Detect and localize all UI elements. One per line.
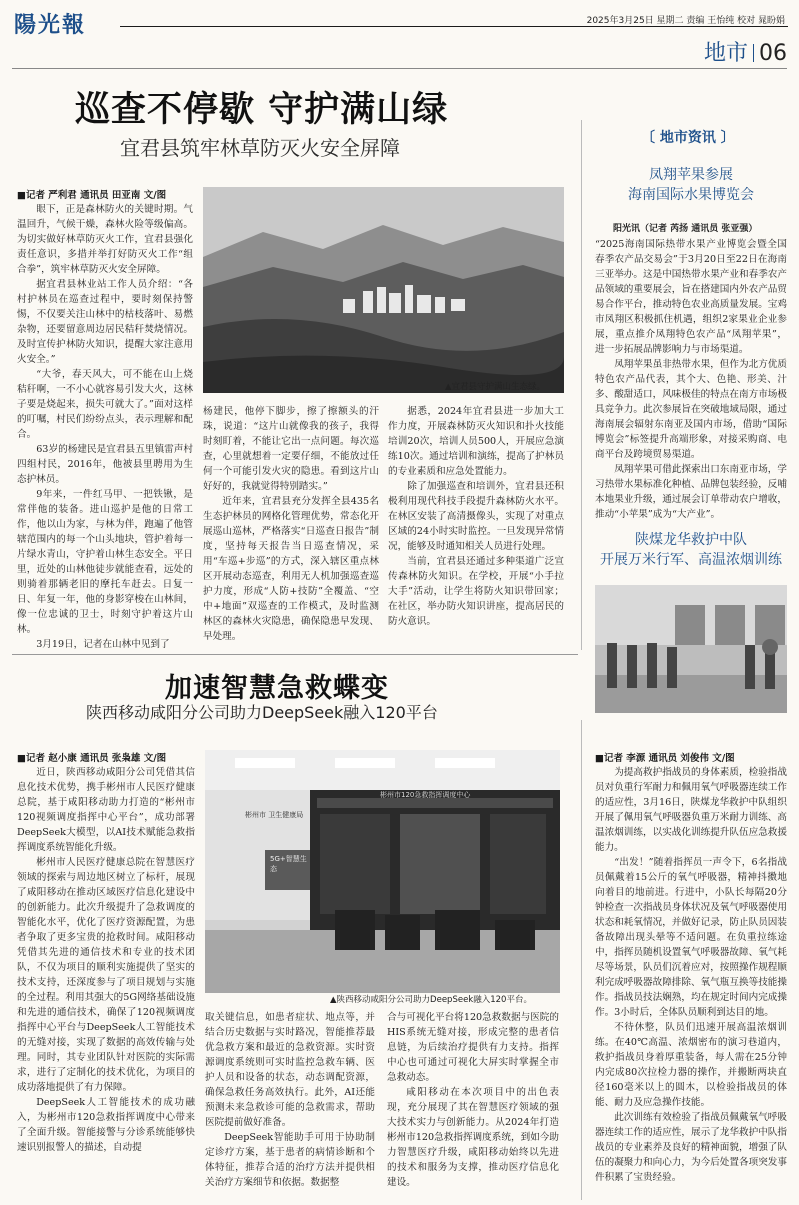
paragraph: “大爷，春天风大，可不能在山上烧秸秆啊，一不小心就容易引发大火，这林子要是烧起来，损失可就大了。”面对这样的叮嘱，村民们纷纷点头，表示理解和配合。: [17, 369, 193, 440]
sidebar-story1-title: [595, 165, 787, 205]
sidebar-byline: 阳光讯（记者 芮扬 通讯员 张亚强）: [613, 224, 758, 234]
paragraph: 近年来，宜君县充分发挥全县435名生态护林员的网格化管理优势，常态化开展巡山巡林，严格落实“日巡查日报告”制度，坚持每天报告当日巡查情况，采用“车巡+步巡”的方式，深入辖区重点林区开展动态巡查，利用无人机加强巡查巡护力度，形成“人防+技防”全覆盖、“空中+地面”双巡查的工作模式，及时监测林区的森林火灾隐患，确保隐患早发现、早处理。: [203, 496, 379, 642]
sign-label: 5G+智慧生态: [270, 855, 307, 873]
paragraph: 据悉，2024年宜君县进一步加大工作力度，开展森林防灭火知识和扑火技能培训20次，培训人员500人，开展应急演练10次。通过培训和演练，提高了护林员的专业素质和应急处置能力。: [388, 406, 564, 477]
section-divider: [12, 654, 578, 655]
wall-label: 彬州市 卫生健康局: [245, 811, 304, 819]
lead-photo: [203, 187, 564, 393]
rescue-team-illustration: [595, 585, 787, 713]
lead-headline: 巡查不停歇 守护满山绿: [75, 90, 449, 130]
paragraph: 取关键信息，如患者症状、地点等，并结合历史数据与实时路况，智能推荐最优急救方案和最近的急救资源。实时资源调度系统则可实时监控急救车辆、医护人员和设备的状态，动态调配资源，确保急救任务高效执行。此外，AI还能预测未来急救诊可能的急救需求，帮助医院提前做好准备。: [205, 1012, 375, 1128]
lead-photo-caption: ▲宜君县守护满山生态绿。: [445, 382, 546, 392]
paragraph: “出发！”随着指挥员一声令下，6名指战员佩戴着15公斤的氧气呼吸器，精神抖擞地向着目的地前进。行进中，小队长每隔20分钟检查一次指战员身体状况及氧气呼吸器使用状态和耗氧情况，并做好记录，防止队员因装备故障出现头晕等不适问题。在负重拉练途中，指挥员随机设置氧气呼吸器故障、氧气耗尽等场景，队员们沉着应对，按照操作规程顺利完成呼吸器故障排除、氧气瓶互换等技能操作。指战员技法娴熟，均在规定时间内完成操作。3小时后，全体队员顺利到达目的地。: [595, 857, 787, 1018]
paragraph: 咸阳移动在本次项目中的出色表现，充分展现了其在智慧医疗领域的强大技术实力与创新能力。从2024年打造彬州市120急救指挥调度系统，到如今助力智慧医疗升级，咸阳移动始终以先进的技术和服务为支撑，推动医疗信息化建设。: [387, 1087, 559, 1188]
command-center-photo: [205, 750, 560, 993]
second-column-2: [205, 1010, 375, 1190]
lead-subheadline: 宜君县筑牢林草防灭火安全屏障: [120, 136, 400, 160]
command-center-illustration: [205, 750, 560, 993]
paragraph: 合与可视化平台将120急救数据与医院的HIS系统无缝对接，形成完整的患者信息链，为后续治疗提供有力支持。指挥中心也可通过可视化大屏实时掌握全市急救动态。: [387, 1012, 559, 1083]
paragraph: “2025海南国际热带水果产业博览会暨全国春季农产品交易会”于3月20日至22日在海南三亚举办。这是中国热带水果产业和春季农产品领域的重要展会，旨在搭建国内外农产品贸易合作平台，推动特色农业高质量发展。宝鸡市凤翔区积极抓住机遇，组织2家果业企业参展，重点推介凤翔特色农产品“凤翔苹果”，进一步拓展品牌影响力与市场渠道。: [595, 239, 787, 355]
paragraph: 彬州市人民医疗健康总院在智慧医疗领域的探索与周边地区树立了标杆，展现了咸阳移动在推动区域医疗信息化建设中的创新能力。此次升级提升了急救调度的智能化水平，优化了医疗资源配置，为患者争取了更多宝贵的抢救时间。咸阳移动凭借其先进的通信技术和专业的技术团队，不仅为项目的顺利实施提供了坚实的技术支持，还深度参与了项目规划与实施的全过程。利用其强大的5G网络基础设施和先进的通信技术，确保了120视频调度指挥中心平台与DeepSeek人工智能技术的无缝对接，实现了数据的高效传输与处理。同时，其专业团队针对医院的实际需求，进行了定制化的技术优化，为项目的成功落地提供了有力保障。: [17, 857, 195, 1093]
second-headline: 加速智慧急救蝶变: [165, 673, 389, 704]
sidebar-story2-title: [595, 530, 787, 570]
title-line: 凤翔苹果参展: [649, 167, 733, 183]
paragraph: 63岁的杨建民是宜君县五里镇雷声村四组村民，2016年，他被县里聘用为生态护林员。: [17, 444, 193, 485]
lead-column-2: [203, 404, 379, 644]
masthead-rule: [120, 26, 788, 27]
lead-byline: ■记者 严利君 通讯员 田亚南 文/图: [17, 190, 167, 201]
paragraph: 近日，陕西移动咸阳分公司凭借其信息化技术优势，携手彬州市人民医疗健康总院，基于咸阳移动助力打造的“彬州市120视频调度指挥中心平台”，成功部署DeepSeek大模型，以AI技术赋能急救指挥调度系统智能化升级。: [17, 767, 195, 853]
paragraph: 据宜君县林业站工作人员介绍：“各村护林员在巡查过程中，要时刻保持警惕，不仅要关注山林中的枯枝落叶、易燃杂物，还要留意周边居民秸秆焚烧情况。及时宣传护林防火知识，提醒大家注意用火安全。”: [17, 279, 193, 365]
sidebar-story1-body: [595, 222, 787, 522]
second-byline: ■记者 赵小康 通讯员 张枭雄 文/图: [17, 753, 167, 764]
paragraph: 眼下，正是森林防火的关键时期。气温回升，气候干燥，森林火险等级偏高。为切实做好林草防灭火工作，宜君县强化责任意识，多措并举打好防灭火工作“组合拳”，筑牢林草防灭火安全屏障。: [17, 204, 193, 275]
third-body: [595, 765, 787, 1185]
column-divider: [581, 720, 582, 1200]
mountain-town-illustration: [203, 187, 564, 393]
page-number: 06: [759, 41, 787, 66]
paragraph: 为提高救护指战员的身体素质，检验指战员对负重行军耐力和佩用氧气呼吸器连续工作的适应性，3月16日，陕煤龙华救护中队组织开展了佩用氧气呼吸器负重万米耐力训练、高温浓烟训练，以实战化训练提升队伍应急救援能力。: [595, 767, 787, 853]
screen-label: 彬州市120急救指挥调度中心: [380, 791, 471, 799]
command-center-caption: ▲陕西移动咸阳分公司助力DeepSeek融入120平台。: [330, 995, 532, 1005]
second-column-1: [17, 765, 195, 1155]
second-column-3: [387, 1010, 559, 1190]
paragraph: 9年来，一件红马甲、一把铁锹，是常伴他的装备。进山巡护是他的日常工作，他以山为家，与林为伴，跑遍了他管辖范围内的每一个山头地块，管护着每一片绿水青山，守护着山林生态安全。平日里，近处的山林他徒步就能查看，远处的则骑着那辆老旧的摩托车赶去。日复一日、年复一年，他的身影穿梭在山林间，像一位忠诚的卫士，时刻守护着这片山林。: [17, 489, 193, 635]
paragraph: 除了加强巡查和培训外，宜君县还积极利用现代科技手段提升森林防火水平。在林区安装了高清摄像头，实现了对重点区域的24小时实时监控。一旦发现异常情况，能够及时通知相关人员进行处理。: [388, 481, 564, 552]
section-separator: [753, 44, 754, 62]
lead-column-1: [17, 202, 193, 652]
title-line: 海南国际水果博览会: [628, 187, 754, 203]
section-name: 地市: [703, 41, 748, 66]
sidebar-label-text: 地市资讯: [659, 130, 716, 146]
title-line: 陕煤龙华救护中队: [635, 532, 747, 548]
second-subheadline: 陕西移动咸阳分公司助力DeepSeek融入120平台: [86, 703, 438, 722]
paragraph: 凤翔苹果可借此探索出口东南亚市场，学习热带水果标准化种植、品牌包装经验，反哺本地果业升级，通过展会订单带动农户增收，推动“小苹果”成为“大产业”。: [595, 464, 787, 520]
section-tag: [704, 36, 787, 67]
sidebar-label: 〔 地市资讯 〕: [641, 130, 735, 146]
title-line: 开展万米行军、高温浓烟训练: [600, 552, 782, 568]
paragraph: DeepSeek智能助手可用于协助制定诊疗方案，基于患者的病情诊断和个体特征，推荐合适的治疗方法并提供相关治疗方案细节和依据。数据整: [205, 1132, 375, 1188]
paragraph: 此次训练有效检验了指战员佩戴氧气呼吸器连续工作的适应性，展示了龙华救护中队指战员的专业素养及良好的精神面貌，增强了队伍的凝聚力和向心力，为今后处置各项突发事件积累了宝贵经验。: [595, 1112, 787, 1183]
lead-column-3: [388, 404, 564, 629]
paragraph: 3月19日，记者在山林中见到了: [36, 639, 170, 650]
paragraph: DeepSeek人工智能技术的成功融入，为彬州市120急救指挥调度中心带来了全面升级。智能接警与分诊系统能够快速识别报警人的描述，自动提: [17, 1097, 195, 1153]
third-byline: ■记者 李源 通讯员 刘俊伟 文/图: [595, 753, 735, 764]
paragraph: 当前，宜君县还通过多种渠道广泛宣传森林防火知识。在学校，开展“小手拉大手”活动，让学生将防火知识带回家；在社区，举办防火知识讲座，提高居民的防火意识。: [388, 556, 564, 627]
paragraph: 杨建民，他停下脚步，擦了擦额头的汗珠，说道：“这片山就像我的孩子，我得时刻盯着，不能让它出一点问题。每次巡查，心里就想着一定要仔细，不能放过任何一个可能引发火灾的隐患。看到这片山好好的，我就觉得特别踏实。”: [203, 406, 379, 492]
paragraph: 凤翔苹果虽非热带水果，但作为北方优质特色农产品代表，其个大、色艳、形美、汁多、酸甜适口，风味极佳的特点在南方市场极具竞争力。此次参展旨在突破地域局限，通过海南展会辐射东南亚及国内市场，借助“国际博览会”标签提升高端形象，对接采购商、电商平台及跨境贸易渠道。: [595, 359, 787, 460]
header-rule: [12, 68, 787, 69]
column-divider: [581, 120, 582, 650]
masthead-logo: 陽光報: [14, 12, 87, 38]
paragraph: 不待休整，队员们迅速开展高温浓烟训练。在40℃高温、浓烟密布的演习巷道内，救护指战员身着厚重装备，每人需在25分钟内完成80次拉检力器的操作，并搬断两块直径160毫米以上的圆木，以检验指战员的体能、耐力及应急操作技能。: [595, 1022, 787, 1108]
rescue-team-photo: [595, 585, 787, 713]
dateline: 2025年3月25日 星期二 责编 王怡纯 校对 晁盼娟: [586, 16, 785, 26]
